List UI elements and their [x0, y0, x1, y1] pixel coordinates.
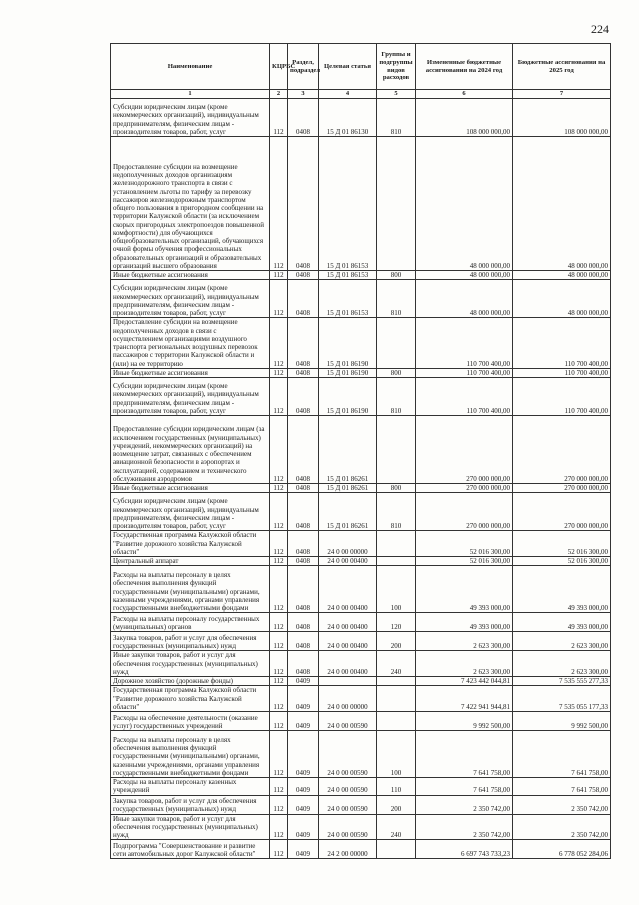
column-number: 2 — [270, 90, 288, 99]
row-amount-2024: 7 641 758,00 — [416, 731, 513, 778]
header-2025: Бюджетные ассигнования на 2025 год — [513, 44, 611, 90]
row-name: Иные бюджетные ассигнования — [111, 368, 270, 377]
row-target-article: 15 Д 01 86190 — [319, 378, 377, 416]
row-expense-group — [377, 137, 416, 271]
row-grbs: 112 — [270, 99, 288, 137]
row-grbs: 112 — [270, 280, 288, 318]
row-grbs: 112 — [270, 378, 288, 416]
row-grbs: 112 — [270, 795, 288, 814]
row-expense-group: 100 — [377, 566, 416, 613]
row-target-article: 15 Д 01 86190 — [319, 318, 377, 369]
table-row — [111, 531, 611, 557]
column-number: 5 — [377, 90, 416, 99]
row-grbs: 112 — [270, 632, 288, 651]
table-row — [111, 318, 611, 369]
row-target-article: 15 Д 01 86190 — [319, 368, 377, 377]
row-amount-2025: 110 700 400,00 — [513, 378, 611, 416]
column-number: 6 — [416, 90, 513, 99]
row-expense-group: 810 — [377, 99, 416, 137]
row-name: Закупка товаров, работ и услуг для обеспечения государственных (муниципальных) нужд — [111, 632, 270, 651]
row-amount-2024: 52 016 300,00 — [416, 531, 513, 557]
row-section: 0408 — [288, 613, 319, 632]
row-expense-group — [377, 318, 416, 369]
row-section: 0408 — [288, 318, 319, 369]
row-target-article: 15 Д 01 86261 — [319, 416, 377, 484]
row-grbs: 112 — [270, 493, 288, 531]
row-name: Иные бюджетные ассигнования — [111, 271, 270, 280]
row-target-article: 24 0 00 00400 — [319, 566, 377, 613]
page-number: 224 — [591, 22, 609, 36]
row-section: 0408 — [288, 566, 319, 613]
row-amount-2025: 270 000 000,00 — [513, 493, 611, 531]
row-section: 0409 — [288, 840, 319, 859]
row-amount-2024: 270 000 000,00 — [416, 493, 513, 531]
row-expense-group: 810 — [377, 493, 416, 531]
row-expense-group — [377, 712, 416, 731]
column-number: 7 — [513, 90, 611, 99]
row-amount-2025: 7 641 758,00 — [513, 778, 611, 796]
row-grbs: 112 — [270, 731, 288, 778]
row-expense-group: 810 — [377, 378, 416, 416]
row-amount-2024: 270 000 000,00 — [416, 416, 513, 484]
row-grbs: 112 — [270, 566, 288, 613]
row-grbs: 112 — [270, 271, 288, 280]
table-row — [111, 731, 611, 778]
row-amount-2025: 110 700 400,00 — [513, 368, 611, 377]
header-name: Наименование — [111, 44, 270, 90]
row-expense-group: 100 — [377, 731, 416, 778]
row-amount-2025: 49 393 000,00 — [513, 566, 611, 613]
row-amount-2024: 6 697 743 733,23 — [416, 840, 513, 859]
row-amount-2024: 7 641 758,00 — [416, 778, 513, 796]
table-row — [111, 99, 611, 137]
row-section: 0408 — [288, 137, 319, 271]
row-expense-group — [377, 416, 416, 484]
row-amount-2024: 49 393 000,00 — [416, 613, 513, 632]
row-section: 0408 — [288, 378, 319, 416]
row-name: Расходы на выплаты персоналу казенных учреждений — [111, 778, 270, 796]
row-target-article: 24 0 00 00400 — [319, 632, 377, 651]
row-section: 0409 — [288, 795, 319, 814]
row-amount-2025: 48 000 000,00 — [513, 137, 611, 271]
table-row — [111, 557, 611, 566]
row-grbs: 112 — [270, 613, 288, 632]
table-body — [111, 99, 611, 859]
table-row — [111, 493, 611, 531]
row-name: Дорожное хозяйство (дорожные фонды) — [111, 677, 270, 686]
row-section: 0409 — [288, 712, 319, 731]
row-grbs: 112 — [270, 416, 288, 484]
row-amount-2025: 2 623 300,00 — [513, 632, 611, 651]
column-number-row — [111, 90, 611, 99]
row-name: Расходы на выплаты персоналу в целях обеспечения выполнения функций государственными (муниципальными) органами, казенными учреждениями, органами управления государственными внебюджетными фондами — [111, 731, 270, 778]
row-section: 0409 — [288, 814, 319, 840]
budget-table — [110, 43, 611, 859]
table-row — [111, 632, 611, 651]
row-section: 0409 — [288, 731, 319, 778]
row-amount-2025: 2 350 742,00 — [513, 814, 611, 840]
table-row — [111, 416, 611, 484]
row-amount-2025: 110 700 400,00 — [513, 318, 611, 369]
row-target-article: 24 0 00 00400 — [319, 557, 377, 566]
row-amount-2025: 2 350 742,00 — [513, 795, 611, 814]
row-target-article — [319, 677, 377, 686]
row-amount-2025: 2 623 300,00 — [513, 651, 611, 677]
table-row — [111, 840, 611, 859]
row-grbs: 112 — [270, 137, 288, 271]
table-header-row — [111, 44, 611, 90]
row-section: 0408 — [288, 531, 319, 557]
table-row — [111, 677, 611, 686]
row-amount-2024: 48 000 000,00 — [416, 271, 513, 280]
row-grbs: 112 — [270, 368, 288, 377]
row-name: Предоставление субсидии юридическим лицам (за исключением государственных (муниципальных) учреждений, некоммерческих организаций) на возмещение затрат, связанных с обеспечением авиационной безопасности в аэропортах и эксплуатацией, содержанием и технического обслуживания аэродромов — [111, 416, 270, 484]
table-row — [111, 280, 611, 318]
row-name: Расходы на выплаты персоналу государственных (муниципальных) органов — [111, 613, 270, 632]
row-grbs: 112 — [270, 531, 288, 557]
row-expense-group: 200 — [377, 795, 416, 814]
row-amount-2025: 49 393 000,00 — [513, 613, 611, 632]
table-row — [111, 566, 611, 613]
row-amount-2025: 108 000 000,00 — [513, 99, 611, 137]
row-grbs: 112 — [270, 840, 288, 859]
row-name: Расходы на выплаты персоналу в целях обеспечения выполнения функций государственными (муниципальными) органами, казенными учреждениями, органами управления государственными внебюджетными фондами — [111, 566, 270, 613]
table-row — [111, 712, 611, 731]
row-grbs: 112 — [270, 557, 288, 566]
row-target-article: 15 Д 01 86153 — [319, 137, 377, 271]
row-expense-group — [377, 840, 416, 859]
row-section: 0408 — [288, 99, 319, 137]
table-row — [111, 613, 611, 632]
header-2024: Измененные бюджетные ассигнования на 2024 год — [416, 44, 513, 90]
row-amount-2024: 7 422 941 944,81 — [416, 686, 513, 712]
row-name: Расходы на обеспечение деятельности (оказание услуг) государственных учреждений — [111, 712, 270, 731]
row-target-article: 24 0 00 00000 — [319, 531, 377, 557]
row-target-article: 24 0 00 00590 — [319, 712, 377, 731]
row-grbs: 112 — [270, 484, 288, 493]
table-row — [111, 686, 611, 712]
header-section: Раздел, подраздел — [288, 44, 319, 90]
row-name: Подпрограмма "Совершенствование и развитие сети автомобильных дорог Калужской области" — [111, 840, 270, 859]
row-amount-2025: 7 641 758,00 — [513, 731, 611, 778]
row-expense-group — [377, 686, 416, 712]
column-number: 3 — [288, 90, 319, 99]
row-target-article: 24 2 00 00000 — [319, 840, 377, 859]
row-target-article: 24 0 00 00590 — [319, 778, 377, 796]
row-expense-group: 800 — [377, 271, 416, 280]
row-amount-2024: 2 623 300,00 — [416, 651, 513, 677]
row-expense-group: 120 — [377, 613, 416, 632]
row-amount-2025: 48 000 000,00 — [513, 280, 611, 318]
row-target-article: 15 Д 01 86130 — [319, 99, 377, 137]
row-target-article: 24 0 00 00590 — [319, 731, 377, 778]
row-amount-2025: 270 000 000,00 — [513, 484, 611, 493]
row-amount-2024: 2 350 742,00 — [416, 795, 513, 814]
row-expense-group — [377, 557, 416, 566]
row-section: 0408 — [288, 651, 319, 677]
row-section: 0408 — [288, 484, 319, 493]
row-name: Субсидии юридическим лицам (кроме некоммерческих организаций), индивидуальным предпринимателям, физическим лицам - производителям товаров, работ, услуг — [111, 378, 270, 416]
row-target-article: 24 0 00 00590 — [319, 795, 377, 814]
row-name: Иные бюджетные ассигнования — [111, 484, 270, 493]
row-name: Субсидии юридическим лицам (кроме некоммерческих организаций), индивидуальным предпринимателям, физическим лицам - производителям товаров, работ, услуг — [111, 99, 270, 137]
row-section: 0408 — [288, 280, 319, 318]
row-grbs: 112 — [270, 778, 288, 796]
row-amount-2025: 270 000 000,00 — [513, 416, 611, 484]
table-row — [111, 778, 611, 796]
table-row — [111, 651, 611, 677]
row-grbs: 112 — [270, 677, 288, 686]
row-target-article: 15 Д 01 86261 — [319, 493, 377, 531]
row-grbs: 112 — [270, 651, 288, 677]
row-amount-2024: 110 700 400,00 — [416, 318, 513, 369]
row-target-article: 15 Д 01 86153 — [319, 280, 377, 318]
row-section: 0408 — [288, 557, 319, 566]
row-name: Субсидии юридическим лицам (кроме некоммерческих организаций), индивидуальным предпринимателям, физическим лицам - производителям товаров, работ, услуг — [111, 280, 270, 318]
header-target: Целевая статья — [319, 44, 377, 90]
row-amount-2024: 2 623 300,00 — [416, 632, 513, 651]
row-target-article: 15 Д 01 86153 — [319, 271, 377, 280]
row-amount-2024: 108 000 000,00 — [416, 99, 513, 137]
row-amount-2025: 7 535 555 277,33 — [513, 677, 611, 686]
row-grbs: 112 — [270, 318, 288, 369]
row-expense-group — [377, 531, 416, 557]
row-name: Предоставление субсидии на возмещение недополученных доходов организациям железнодорожного транспорта в связи с установлением льготы по тарифу за перевозку пассажиров железнодорожным транспортом общего пользования в пригородном сообщении на территории Калужской области (за исключением скорых пригородных электропоездов повышенной комфортности) для обучающихся общеобразовательных организаций, обучающихся очной формы обучения профессиональных образовательных организаций и образовательных организаций высшего образования — [111, 137, 270, 271]
row-name: Субсидии юридическим лицам (кроме некоммерческих организаций), индивидуальным предпринимателям, физическим лицам - производителям товаров, работ, услуг — [111, 493, 270, 531]
row-section: 0409 — [288, 677, 319, 686]
row-name: Государственная программа Калужской области "Развитие дорожного хозяйства Калужской области" — [111, 686, 270, 712]
row-name: Центральный аппарат — [111, 557, 270, 566]
row-target-article: 24 0 00 00590 — [319, 814, 377, 840]
table-row — [111, 795, 611, 814]
table-row — [111, 484, 611, 493]
row-amount-2025: 52 016 300,00 — [513, 531, 611, 557]
row-expense-group — [377, 677, 416, 686]
row-expense-group: 800 — [377, 368, 416, 377]
row-expense-group: 800 — [377, 484, 416, 493]
row-amount-2024: 48 000 000,00 — [416, 280, 513, 318]
row-expense-group: 810 — [377, 280, 416, 318]
row-section: 0409 — [288, 686, 319, 712]
row-amount-2024: 270 000 000,00 — [416, 484, 513, 493]
row-section: 0409 — [288, 778, 319, 796]
row-amount-2024: 110 700 400,00 — [416, 378, 513, 416]
row-amount-2024: 9 992 500,00 — [416, 712, 513, 731]
row-expense-group: 200 — [377, 632, 416, 651]
row-grbs: 112 — [270, 712, 288, 731]
row-amount-2024: 52 016 300,00 — [416, 557, 513, 566]
row-name: Закупка товаров, работ и услуг для обеспечения государственных (муниципальных) нужд — [111, 795, 270, 814]
table-row — [111, 271, 611, 280]
row-amount-2024: 110 700 400,00 — [416, 368, 513, 377]
row-expense-group: 240 — [377, 814, 416, 840]
row-target-article: 24 0 00 00400 — [319, 651, 377, 677]
row-section: 0408 — [288, 368, 319, 377]
table-row — [111, 137, 611, 271]
row-expense-group: 110 — [377, 778, 416, 796]
column-number: 4 — [319, 90, 377, 99]
row-amount-2024: 2 350 742,00 — [416, 814, 513, 840]
row-section: 0408 — [288, 632, 319, 651]
table-row — [111, 814, 611, 840]
row-name: Предоставление субсидии на возмещение недополученных доходов в связи с осуществлением организациями воздушного транспорта региональных воздушных перевозок пассажиров с территории Калужской области и (или) на ее территорию — [111, 318, 270, 369]
row-section: 0408 — [288, 271, 319, 280]
row-amount-2024: 48 000 000,00 — [416, 137, 513, 271]
row-name: Государственная программа Калужской области "Развитие дорожного хозяйства Калужской области" — [111, 531, 270, 557]
row-expense-group: 240 — [377, 651, 416, 677]
row-target-article: 24 0 00 00000 — [319, 686, 377, 712]
row-amount-2025: 48 000 000,00 — [513, 271, 611, 280]
header-expense-group: Группы и подгруппы видов расходов — [377, 44, 416, 90]
row-amount-2025: 9 992 500,00 — [513, 712, 611, 731]
row-amount-2025: 7 535 055 177,33 — [513, 686, 611, 712]
row-amount-2025: 6 778 052 284,06 — [513, 840, 611, 859]
row-grbs: 112 — [270, 686, 288, 712]
row-amount-2024: 49 393 000,00 — [416, 566, 513, 613]
row-target-article: 24 0 00 00400 — [319, 613, 377, 632]
row-amount-2025: 52 016 300,00 — [513, 557, 611, 566]
row-name: Иные закупки товаров, работ и услуг для обеспечения государственных (муниципальных) нужд — [111, 651, 270, 677]
column-number: 1 — [111, 90, 270, 99]
row-amount-2024: 7 423 442 044,81 — [416, 677, 513, 686]
table-row — [111, 368, 611, 377]
table-row — [111, 378, 611, 416]
row-grbs: 112 — [270, 814, 288, 840]
header-grbs: КЦРБС — [270, 44, 288, 90]
row-target-article: 15 Д 01 86261 — [319, 484, 377, 493]
row-section: 0408 — [288, 493, 319, 531]
row-name: Иные закупки товаров, работ и услуг для обеспечения государственных (муниципальных) нужд — [111, 814, 270, 840]
row-section: 0408 — [288, 416, 319, 484]
